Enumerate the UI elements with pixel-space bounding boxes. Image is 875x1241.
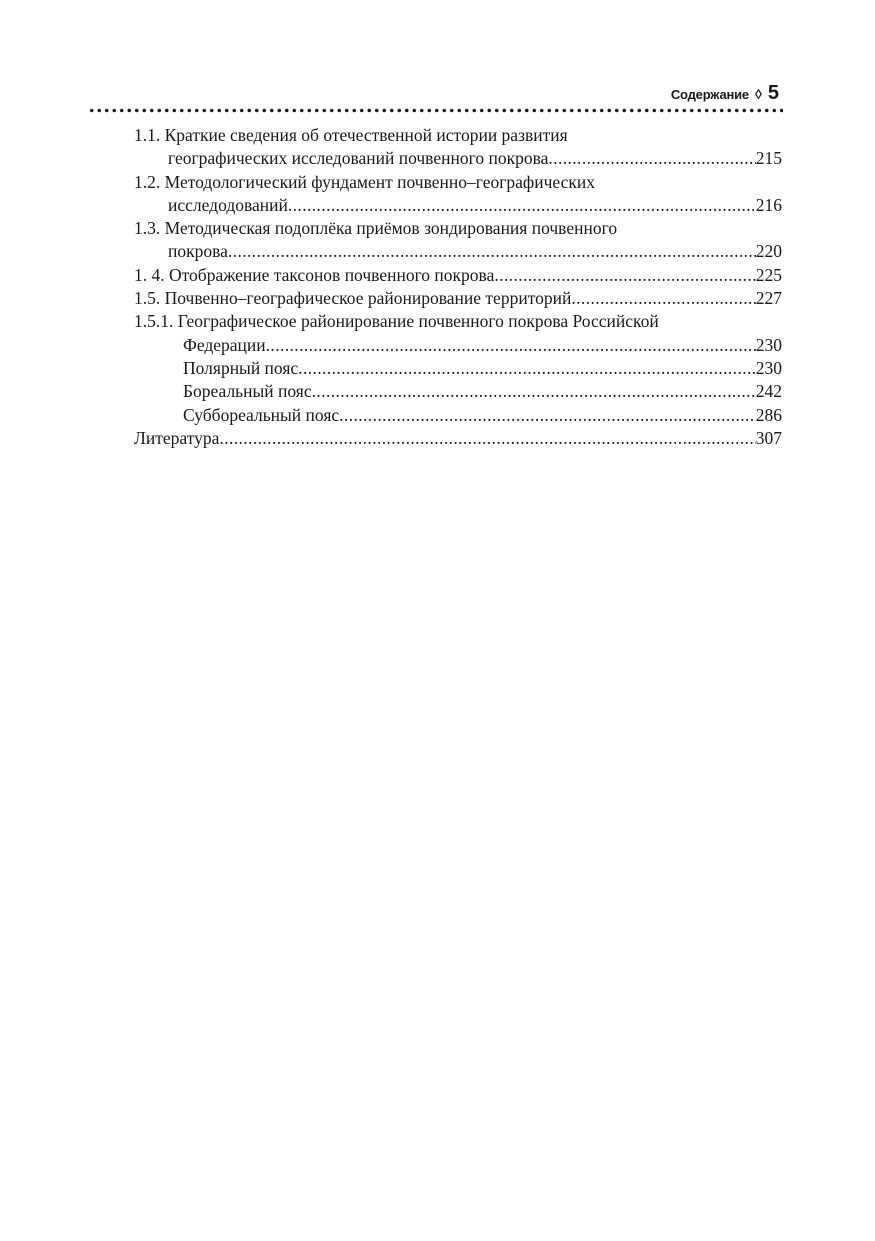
toc-page-number: 286 — [755, 404, 782, 425]
dot-leader — [219, 427, 755, 450]
toc-page-number: 220 — [755, 241, 782, 262]
toc-entry-title: Полярный пояс — [183, 357, 299, 378]
toc-entry-line — [134, 427, 782, 450]
toc-entry-1-5-1 — [134, 310, 782, 357]
dot-leader — [288, 194, 756, 217]
dot-leader — [494, 264, 755, 287]
toc-entry-line — [134, 357, 782, 380]
dot-leader — [312, 380, 756, 403]
toc-entry-polar — [134, 357, 782, 380]
toc-page-number: 215 — [755, 148, 782, 169]
dot-leader — [571, 287, 755, 310]
dot-leader — [228, 240, 756, 263]
toc-entry-title-cont: покрова — [168, 241, 228, 262]
toc-entry-line — [134, 334, 782, 357]
toc-entry-line — [134, 380, 782, 403]
toc-entry-boreal — [134, 380, 782, 403]
toc-page-number: 225 — [755, 264, 782, 285]
dot-leader — [548, 147, 755, 170]
toc-entry-1-5 — [134, 287, 782, 310]
toc-entry-title: 1.5. Почвенно–географическое районирование территорий — [134, 288, 572, 309]
toc-entry-1-1 — [134, 124, 782, 171]
table-of-contents — [134, 124, 782, 450]
toc-entry-literature — [134, 427, 782, 450]
toc-page-number: 242 — [755, 381, 782, 402]
toc-entry-title-cont: исследодований — [168, 194, 288, 215]
toc-entry-line — [134, 287, 782, 310]
toc-entry-title: 1.2. Методологический фундамент почвенно–географических — [134, 171, 596, 192]
toc-entry-title: 1.1. Краткие сведения об отечественной истории развития — [134, 125, 568, 145]
dot-leader — [339, 404, 756, 427]
toc-page-number: 307 — [755, 427, 782, 448]
toc-page-number: 216 — [755, 194, 782, 215]
toc-page-number: 227 — [755, 288, 782, 309]
toc-entry-line — [134, 194, 782, 217]
toc-entry-title-cont: Федерации — [183, 334, 266, 355]
toc-entry-line — [134, 240, 782, 263]
running-head-section: Содержание — [670, 87, 749, 102]
page-number: 5 — [767, 82, 779, 104]
toc-entry-1-4 — [134, 264, 782, 287]
toc-entry-line — [134, 264, 782, 287]
toc-entry-title: 1. 4. Отображение таксонов почвенного покрова — [134, 264, 495, 285]
toc-entry-title: Литература — [134, 427, 220, 448]
running-head — [671, 82, 779, 105]
toc-entry-title: Бореальный пояс — [183, 381, 312, 402]
toc-page-number: 230 — [755, 357, 782, 378]
toc-entry-1-3 — [134, 217, 782, 264]
dot-leader — [266, 334, 756, 357]
toc-entry-title-cont: географических исследований почвенного покрова — [168, 148, 549, 169]
toc-entry-line — [134, 404, 782, 427]
dotted-divider — [88, 108, 783, 113]
toc-entry-subboreal — [134, 404, 782, 427]
toc-entry-line — [134, 147, 782, 170]
toc-entry-1-2 — [134, 171, 782, 218]
dot-leader — [298, 357, 756, 380]
toc-entry-title: 1.3. Методическая подоплёка приёмов зондирования почвенного — [134, 218, 618, 239]
diamond-icon: ◊ — [754, 86, 762, 102]
toc-entry-title: 1.5.1. Географическое районирование почвенного покрова Российской — [134, 311, 659, 332]
toc-page-number: 230 — [755, 334, 782, 355]
toc-entry-title: Суббореальный пояс — [183, 404, 340, 425]
page-header — [88, 82, 779, 108]
